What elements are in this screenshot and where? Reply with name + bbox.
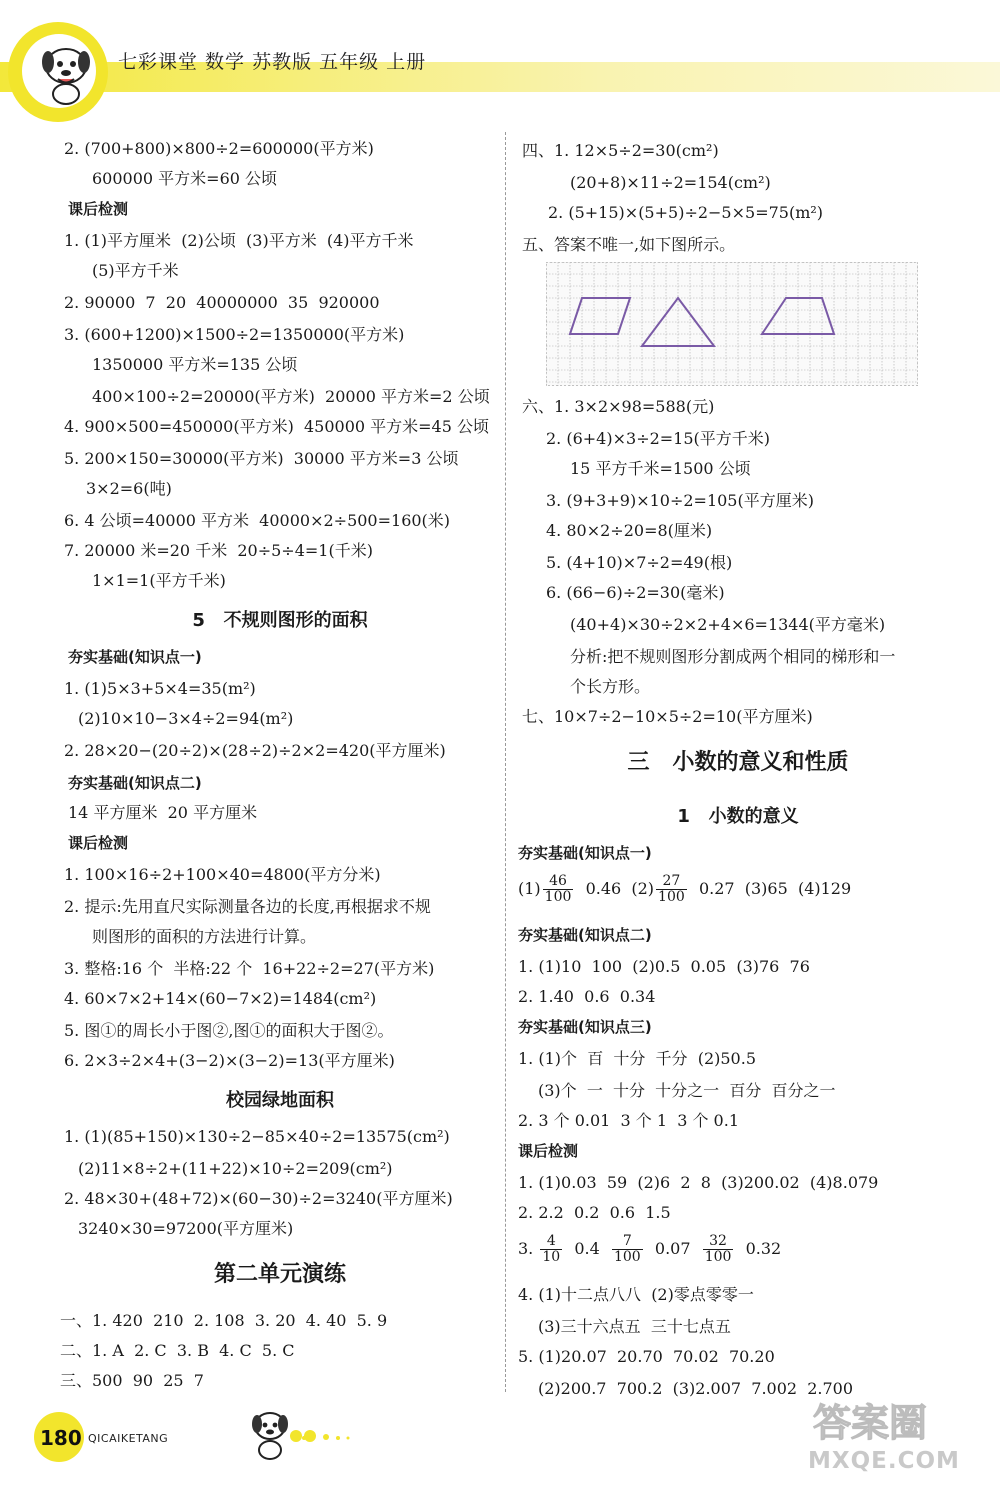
- answer-line: 则图形的面积的方法进行计算。: [92, 927, 317, 946]
- answer-line: 2. 48×30+(48+72)×(60−30)÷2=3240(平方厘米): [64, 1189, 453, 1208]
- footer-brand: QICAIKETANG: [88, 1432, 169, 1445]
- footer-dots-icon: [302, 1428, 362, 1444]
- section-heading: 课后检测: [518, 1142, 579, 1160]
- answer-line: 400×100÷2=20000(平方米) 20000 平方米=2 公顷: [92, 387, 490, 406]
- answer-line: 2. (700+800)×800÷2=600000(平方米): [64, 139, 374, 158]
- fraction-denominator: 100: [613, 1249, 641, 1265]
- answer-line: 14 平方厘米 20 平方厘米: [68, 803, 258, 822]
- answer-line: 2. 3 个 0.01 3 个 1 3 个 0.1: [518, 1111, 740, 1130]
- answer-line: 5. 图①的周长小于图②,图①的面积大于图②。: [64, 1021, 394, 1040]
- answer-line: 3×2=6(吨): [86, 479, 172, 498]
- answer-line: 1350000 平方米=135 公顷: [92, 355, 298, 374]
- page-number: 180: [40, 1426, 82, 1450]
- fraction: [656, 874, 687, 905]
- answer-line: 5. 200×150=30000(平方米) 30000 平方米=3 公顷: [64, 449, 459, 468]
- answer-line: 1. (1)10 100 (2)0.5 0.05 (3)76 76: [518, 957, 810, 976]
- answer-line: 4. 900×500=450000(平方米) 450000 平方米=45 公顷: [64, 417, 489, 436]
- answer-line: 1. (1)5×3+5×4=35(m²): [64, 679, 256, 698]
- fraction-denominator: 100: [544, 889, 572, 905]
- column-divider: [505, 132, 506, 1392]
- answer-line: 3240×30=97200(平方厘米): [78, 1219, 294, 1238]
- chapter-title: 第二单元演练: [213, 1262, 346, 1287]
- lesson-title: 1 小数的意义: [677, 806, 799, 827]
- answer-line: 2. (5+15)×(5+5)÷2−5×5=75(m²): [548, 203, 824, 222]
- answer-line: 2. 90000 7 20 40000000 35 920000: [64, 293, 380, 312]
- answer-line: (5)平方千米: [92, 261, 179, 280]
- answer-line: 6. (66−6)÷2=30(毫米): [546, 583, 725, 602]
- answer-text: 0.4: [564, 1239, 610, 1258]
- answer-line: 一、1. 420 210 2. 108 3. 20 4. 40 5. 9: [60, 1311, 388, 1330]
- answer-line: 2. 提示:先用直尺实际测量各边的长度,再根据求不规: [64, 897, 431, 916]
- answer-line: 1. 100×16÷2+100×40=4800(平方分米): [64, 865, 381, 884]
- answer-line: (3)三十六点五 三十七点五: [538, 1317, 731, 1336]
- answer-line: 七、10×7÷2−10×5÷2=10(平方厘米): [522, 707, 813, 726]
- fraction-numerator: 27: [656, 874, 687, 890]
- answer-line: 5. (1)20.07 20.70 70.02 70.20: [518, 1347, 775, 1366]
- answer-text: 0.27 (3)65 (4)129: [688, 879, 852, 898]
- answer-text: 0.07: [644, 1239, 701, 1258]
- answer-line: 1. (1)个 百 十分 千分 (2)50.5: [518, 1049, 756, 1068]
- lesson-title: 校园绿地面积: [226, 1090, 334, 1111]
- header-title: 七彩课堂 数学 苏教版 五年级 上册: [118, 51, 427, 73]
- watermark-text: MXQE.COM: [808, 1448, 960, 1474]
- answer-line: 1. (1)0.03 59 (2)6 2 8 (3)200.02 (4)8.079: [518, 1173, 879, 1192]
- answer-line: 3. 整格:16 个 半格:22 个 16+22÷2=27(平方米): [64, 959, 435, 978]
- footer-dog-icon: [244, 1402, 306, 1462]
- answer-line: 2. 2.2 0.2 0.6 1.5: [518, 1203, 671, 1222]
- chapter-title: 三 小数的意义和性质: [627, 750, 849, 775]
- fraction-numerator: 32: [703, 1234, 734, 1250]
- answer-line: 四、1. 12×5÷2=30(cm²): [522, 141, 719, 160]
- section-heading: 夯实基础(知识点二): [68, 774, 202, 792]
- answer-line: 2. 28×20−(20÷2)×(28÷2)÷2×2=420(平方厘米): [64, 741, 446, 760]
- fraction-numerator: 4: [540, 1234, 562, 1250]
- answer-line: 3. (600+1200)×1500÷2=1350000(平方米): [64, 325, 405, 344]
- answer-line: 15 平方千米=1500 公顷: [570, 459, 751, 478]
- answer-line: 1. (1)(85+150)×130÷2−85×40÷2=13575(cm²): [64, 1127, 450, 1146]
- fraction-numerator: 7: [612, 1234, 643, 1250]
- dog-mascot-icon: [30, 36, 102, 108]
- answer-line: [518, 1234, 781, 1265]
- answer-line: 4. 80×2÷20=8(厘米): [546, 521, 713, 540]
- answer-line: 二、1. A 2. C 3. B 4. C 5. C: [60, 1341, 295, 1360]
- fraction-denominator: 100: [704, 1249, 732, 1265]
- section-heading: 夯实基础(知识点一): [68, 648, 202, 666]
- lesson-title: 5 不规则图形的面积: [192, 610, 368, 631]
- answer-line: (2)200.7 700.2 (3)2.007 7.002 2.700: [538, 1379, 854, 1398]
- answer-text: 3.: [518, 1239, 539, 1258]
- answer-line: 600000 平方米=60 公顷: [92, 169, 278, 188]
- answer-text: (1): [518, 879, 541, 898]
- answer-line: (2)11×8÷2+(11+22)×10÷2=209(cm²): [78, 1159, 393, 1178]
- fraction: [703, 1234, 734, 1265]
- grid-figure: [546, 262, 918, 386]
- answer-line: 分析:把不规则图形分割成两个相同的梯形和一: [570, 647, 896, 666]
- answer-line: 6. 4 公顷=40000 平方米 40000×2÷500=160(米): [64, 511, 451, 530]
- section-heading: 夯实基础(知识点一): [518, 844, 652, 862]
- answer-line: 六、1. 3×2×98=588(元): [522, 397, 715, 416]
- section-heading: 夯实基础(知识点二): [518, 926, 652, 944]
- answer-line: 2. 1.40 0.6 0.34: [518, 987, 656, 1006]
- answer-line: 五、答案不唯一,如下图所示。: [522, 235, 736, 254]
- section-heading: 课后检测: [68, 200, 129, 218]
- fraction-denominator: 10: [542, 1249, 561, 1265]
- fraction-denominator: 100: [658, 889, 685, 905]
- answer-line: 6. 2×3÷2×4+(3−2)×(3−2)=13(平方厘米): [64, 1051, 395, 1070]
- answer-line: 5. (4+10)×7÷2=49(根): [546, 553, 733, 572]
- answer-line: [518, 874, 851, 905]
- answer-line: 1×1=1(平方千米): [92, 571, 226, 590]
- fraction: [612, 1234, 643, 1265]
- answer-text: 0.32: [735, 1239, 782, 1258]
- answer-line: 7. 20000 米=20 千米 20÷5÷4=1(千米): [64, 541, 373, 560]
- section-heading: 课后检测: [68, 834, 129, 852]
- answer-line: (2)10×10−3×4÷2=94(m²): [78, 709, 294, 728]
- answer-line: (20+8)×11÷2=154(cm²): [570, 173, 771, 192]
- section-heading: 夯实基础(知识点三): [518, 1018, 652, 1036]
- answer-line: 3. (9+3+9)×10÷2=105(平方厘米): [546, 491, 814, 510]
- answer-line: 个长方形。: [570, 677, 651, 696]
- fraction: [540, 1234, 562, 1265]
- answer-line: 1. (1)平方厘米 (2)公顷 (3)平方米 (4)平方千米: [64, 231, 414, 250]
- answer-line: (3)个 一 十分 十分之一 百分 百分之一: [538, 1081, 836, 1100]
- svg-text:答案圈: 答案圈: [813, 1401, 928, 1445]
- answer-line: 2. (6+4)×3÷2=15(平方千米): [546, 429, 771, 448]
- fraction: [543, 874, 574, 905]
- answer-text: 0.46 (2): [575, 879, 655, 898]
- answer-line: 4. (1)十二点八八 (2)零点零零一: [518, 1285, 754, 1304]
- answer-line: (40+4)×30÷2×2+4×6=1344(平方毫米): [570, 615, 886, 634]
- answer-line: 4. 60×7×2+14×(60−7×2)=1484(cm²): [64, 989, 377, 1008]
- answer-line: 三、500 90 25 7: [60, 1371, 204, 1390]
- fraction-numerator: 46: [543, 874, 574, 890]
